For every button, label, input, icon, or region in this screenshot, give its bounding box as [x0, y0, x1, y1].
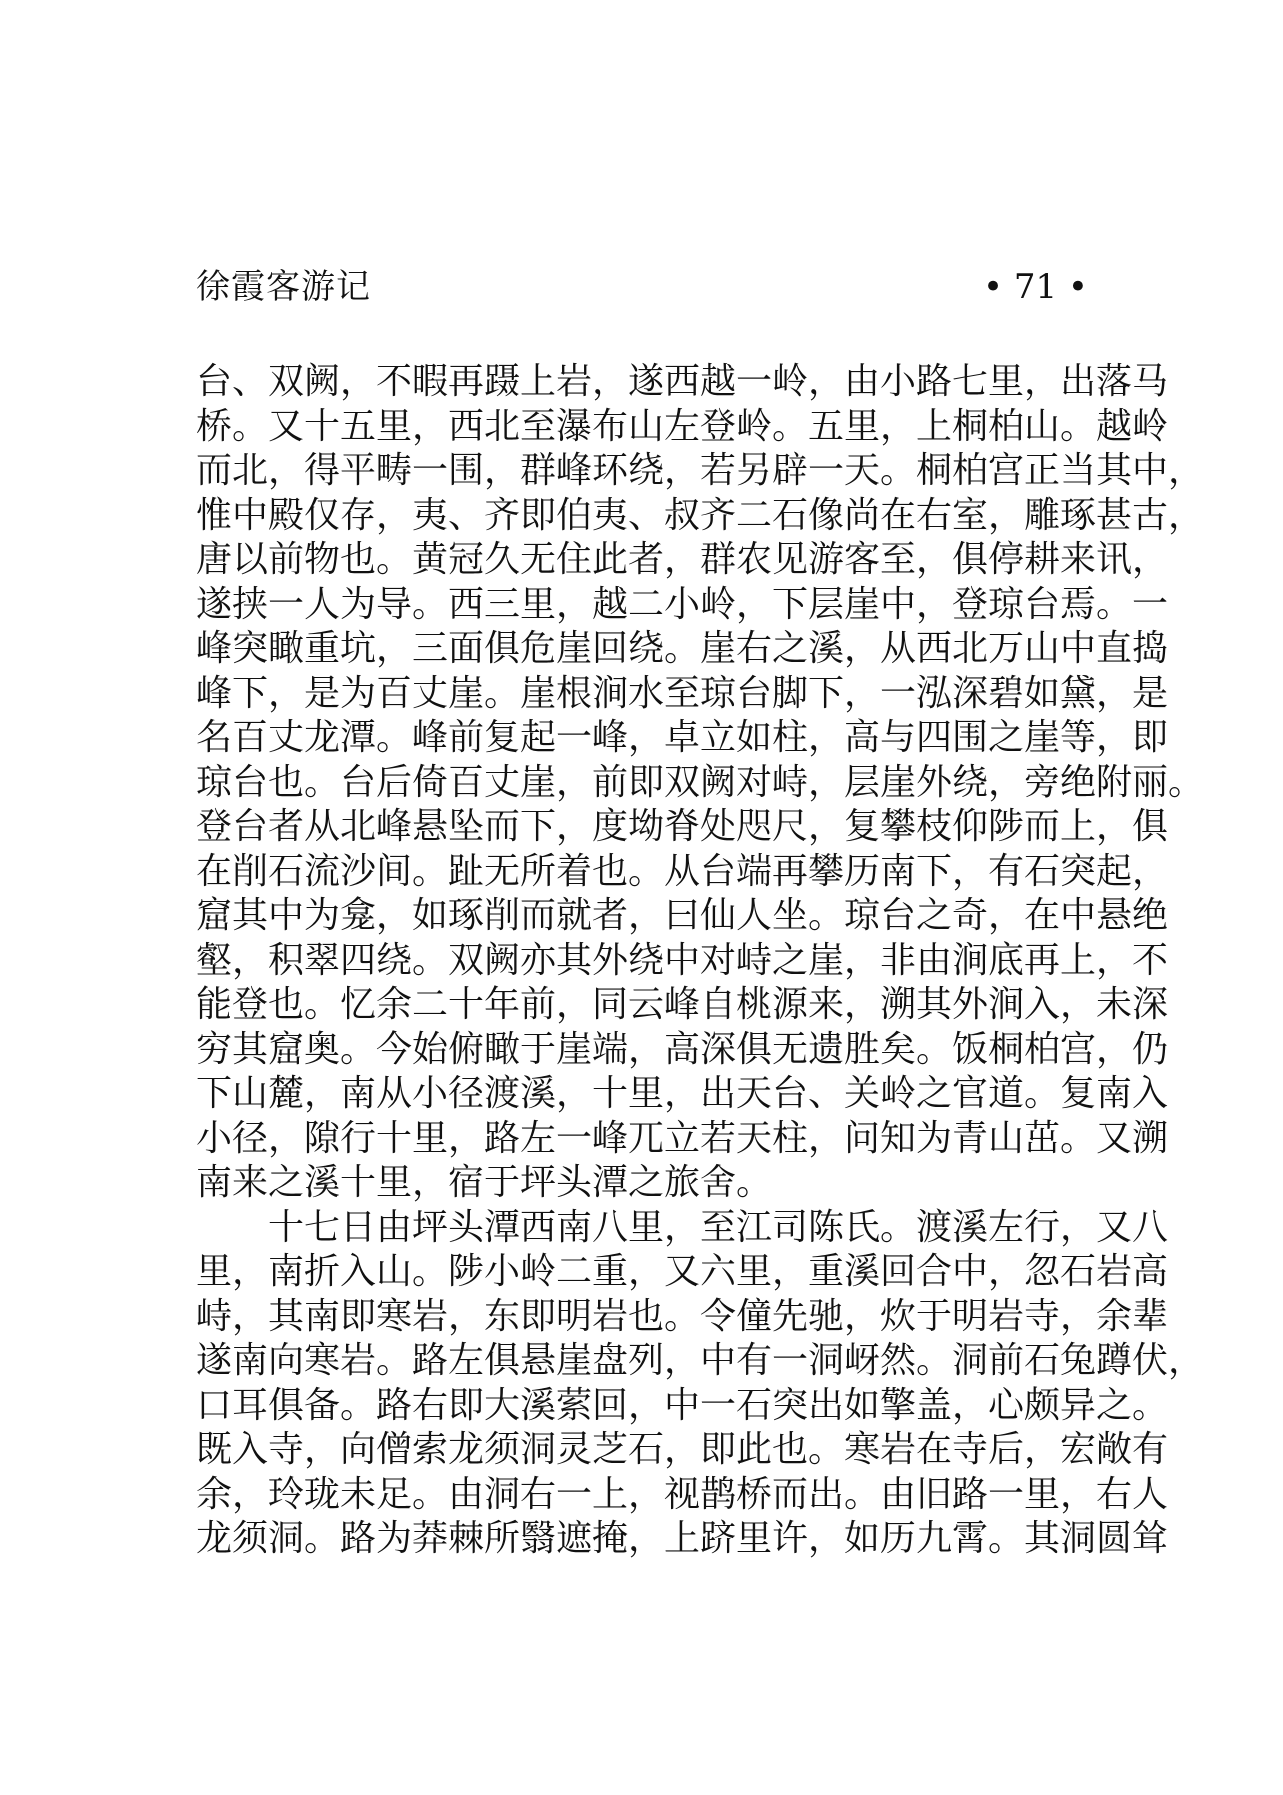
- text-line: 小径，隙行十里，路左一峰兀立若天柱，问知为青山茁。又溯: [196, 1117, 1169, 1159]
- text-line: 里，南折入山。陟小岭二重，又六里，重溪回合中，忽石岩高: [196, 1251, 1169, 1292]
- text-line: 而北，得平畴一围，群峰环绕，若另辟一天。桐柏宫正当其中，: [196, 450, 1205, 491]
- text-line: 峙，其南即寒岩，东即明岩也。令僮先驰，炊于明岩寺，余辈: [196, 1295, 1169, 1337]
- text-line: 余，玲珑未足。由洞右一上，视鹊桥而出。由旧路一里，右人: [196, 1473, 1169, 1515]
- text-line: 名百丈龙潭。峰前复起一峰，卓立如柱，高与四围之崖等，即: [196, 717, 1169, 758]
- text-line: 既入寺，向僧索龙须洞灵芝石，即此也。寒岩在寺后，宏敞有: [196, 1429, 1169, 1470]
- text-line: 登台者从北峰悬坠而下，度坳脊处咫尺，复攀枝仰陟而上，俱: [196, 806, 1169, 847]
- text-line: 琼台也。台后倚百丈崖，前即双阙对峙，层崖外绕，旁绝附丽。: [196, 761, 1205, 803]
- book-title: 徐霞客游记: [196, 267, 371, 307]
- text-line: 壑，积翠四绕。双阙亦其外绕中对峙之崖，非由涧底再上，不: [196, 939, 1169, 981]
- text-line: 龙须洞。路为莽棘所翳遮掩，上跻里许，如历九霄。其洞圆耸: [196, 1518, 1169, 1559]
- text-line: 桥。又十五里，西北至瀑布山左登岭。五里，上桐柏山。越岭: [196, 405, 1169, 447]
- text-line: 台、双阙，不暇再蹑上岩，遂西越一岭，由小路七里，出落马: [196, 361, 1169, 402]
- text-line: 下山麓，南从小径渡溪，十里，出天台、关岭之官道。复南入: [196, 1073, 1169, 1114]
- page-number: • 71 •: [983, 267, 1088, 307]
- text-line: 遂挟一人为导。西三里，越二小岭，下层崖中，登琼台焉。一: [196, 583, 1169, 625]
- text-line: 唐以前物也。黄冠久无住此者，群农见游客至，俱停耕来讯，: [196, 539, 1169, 580]
- text-line: 穷其窟奥。今始俯瞰于崖端，高深俱无遗胜矣。饭桐柏宫，仍: [196, 1028, 1169, 1070]
- text-line: 峰突瞰重坑，三面俱危崖回绕。崖右之溪，从西北万山中直捣: [196, 628, 1169, 669]
- text-line: 能登也。忆余二十年前，同云峰自桃源来，溯其外涧入，未深: [196, 984, 1169, 1025]
- text-line: 遂南向寒岩。路左俱悬崖盘列，中有一洞岈然。洞前石兔蹲伏，: [196, 1340, 1205, 1381]
- text-line: 口耳俱备。路右即大溪萦回，中一石突出如擎盖，心颇异之。: [196, 1384, 1169, 1426]
- text-line: 南来之溪十里，宿于坪头潭之旅舍。: [196, 1162, 773, 1203]
- body-text: [196, 360, 1205, 1562]
- paragraph-start-line: 十七日由坪头潭西南八里，至江司陈氏。渡溪左行，又八: [268, 1206, 1169, 1248]
- text-line: 惟中殿仅存，夷、齐即伯夷、叔齐二石像尚在右室，雕琢甚古，: [196, 494, 1205, 536]
- text-line: 窟其中为龛，如琢削而就者，曰仙人坐。琼台之奇，在中悬绝: [196, 895, 1169, 936]
- text-line: 峰下，是为百丈崖。崖根涧水至琼台脚下，一泓深碧如黛，是: [196, 672, 1169, 714]
- page-header: [196, 262, 1088, 312]
- text-line: 在削石流沙间。趾无所着也。从台端再攀历南下，有石突起，: [196, 850, 1169, 892]
